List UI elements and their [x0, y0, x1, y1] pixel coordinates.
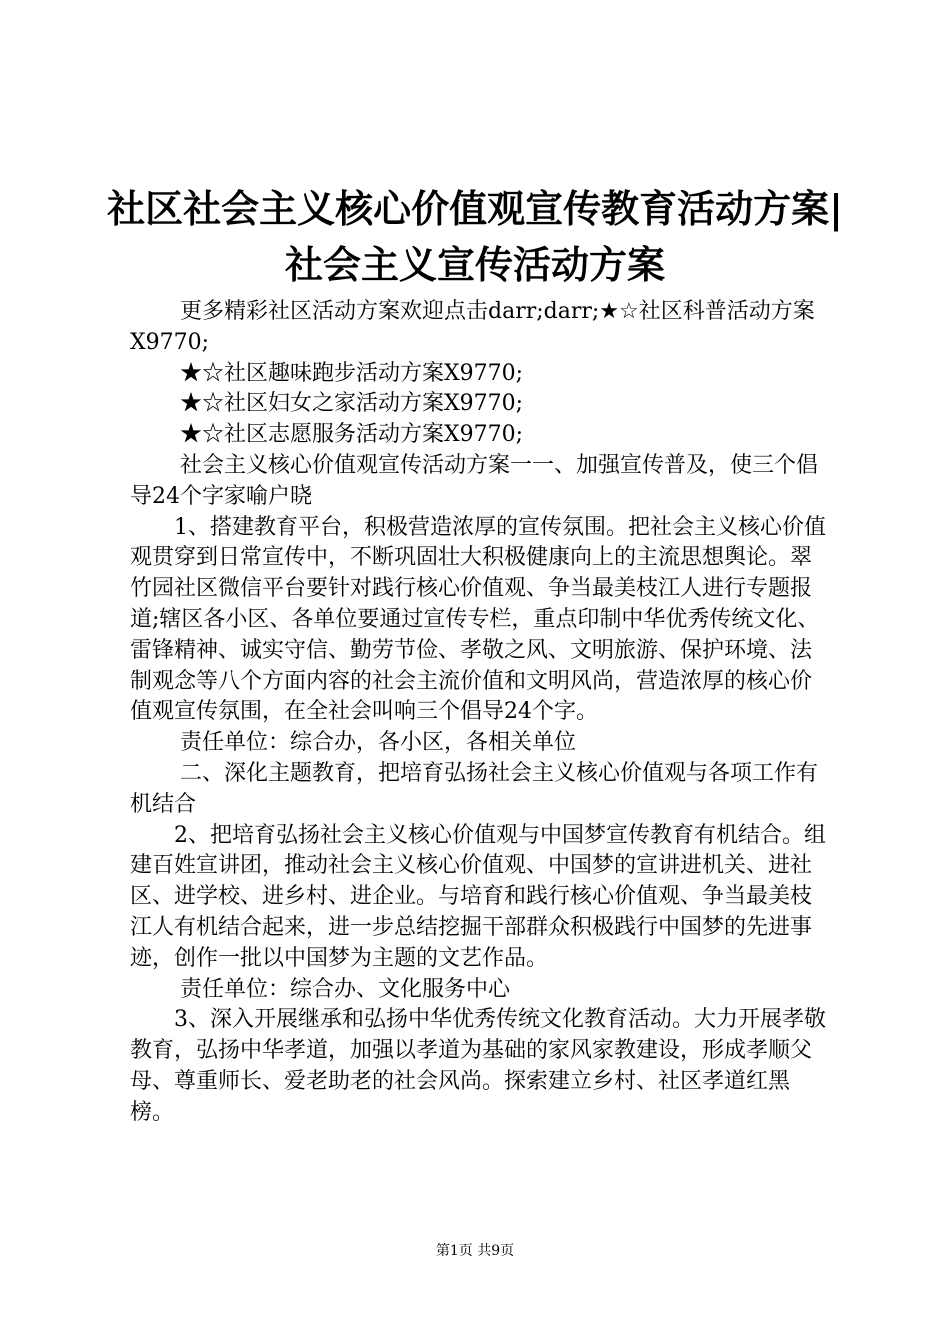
paragraph-responsible-2: 责任单位：综合办、文化服务中心 — [180, 976, 511, 1002]
paragraph-item-2: 2、把培育弘扬社会主义核心价值观与中国梦宣传教育有机结合。组建百姓宣讲团，推动社会主义核心价值观、中国梦的宣讲进机关、进社区、进学校、进乡村、进企业。与培育和践行核心价值观、争当最美枝江人有机结合起来，进一步总结挖掘干部群众积极践行中国梦的先进事迹，创作一批以中国梦为主题的文艺作品。 — [130, 822, 826, 971]
paragraph-item-1: 1、搭建教育平台，积极营造浓厚的宣传氛围。把社会主义核心价值观贯穿到日常宣传中，不断巩固壮大积极健康向上的主流思想舆论。翠竹园社区微信平台要针对践行核心价值观、争当最美枝江人进行专题报道;辖区各小区、各单位要通过宣传专栏，重点印制中华优秀传统文化、雷锋精神、诚实守信、勤劳节俭、孝敬之风、文明旅游、保护环境、法制观念等八个方面内容的社会主流价值和文明风尚，营造浓厚的核心价值观宣传氛围，在全社会叫响三个倡导24个字。 — [130, 514, 826, 725]
paragraph-link-women: ★☆社区妇女之家活动方案X9770; — [180, 391, 524, 417]
document-title-line-1: 社区社会主义核心价值观宣传教育活动方案| — [107, 186, 843, 231]
paragraph-link-volunteer: ★☆社区志愿服务活动方案X9770; — [180, 422, 524, 448]
paragraph-intro: 更多精彩社区活动方案欢迎点击darr;darr;★☆社区科普活动方案X9770; — [130, 299, 815, 355]
paragraph-responsible-1: 责任单位：综合办，各小区，各相关单位 — [180, 730, 577, 756]
paragraph-section-two: 二、深化主题教育，把培育弘扬社会主义核心价值观与各项工作有机结合 — [130, 760, 819, 817]
paragraph-item-3: 3、深入开展继承和弘扬中华优秀传统文化教育活动。大力开展孝敬教育，弘扬中华孝道，加强以孝道为基础的家风家教建设，形成孝顺父母、尊重师长、爱老助老的社会风尚。探索建立乡村、社区孝道红黑榜。 — [130, 1007, 826, 1125]
document-body — [130, 297, 830, 1129]
page-footer: 第1页 共9页 — [435, 1243, 515, 1259]
paragraph-link-run: ★☆社区趣味跑步活动方案X9770; — [180, 360, 524, 386]
paragraph-section-one: 社会主义核心价值观宣传活动方案一一、加强宣传普及，使三个倡导24个字家喻户晓 — [130, 452, 819, 509]
document-title-line-2: 社会主义宣传活动方案 — [284, 242, 665, 287]
